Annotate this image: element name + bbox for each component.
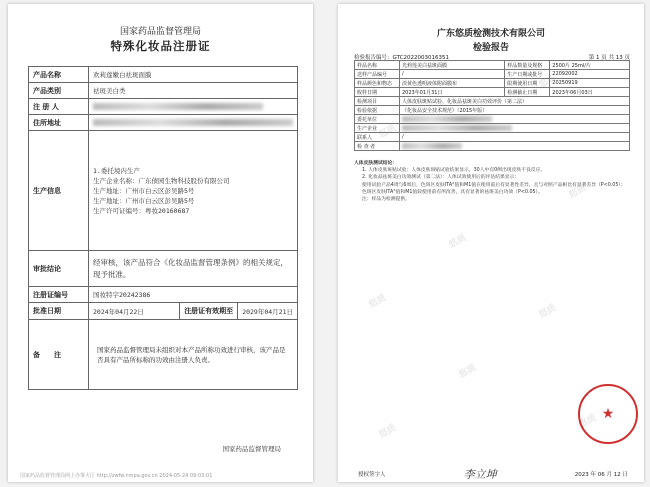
cell: 检测截止日期 (505, 88, 550, 97)
validity-value: 2029年04月21日 (237, 303, 297, 319)
conclusion-item: 2. 化妆品祛斑美白功效测试（第二法）：人体试效使用后的评估结果显示： (362, 175, 520, 181)
report-footer (358, 466, 628, 482)
watermark: 悠质 (537, 73, 559, 91)
cell: 2500片 25ml/片 (550, 61, 630, 70)
certificate-table (28, 66, 298, 390)
conclusion-note: 注：样品为检测提供。 (362, 197, 410, 203)
product-category-value: 祛斑美白类 (89, 83, 298, 99)
approval-date-value: 2024年04月22日 (93, 307, 144, 316)
cell: 联系人 (355, 133, 400, 142)
address-label: 住所地址 (29, 115, 89, 131)
inspection-report (338, 4, 644, 482)
cell: 人体皮肤斑贴试验、化妆品祛斑美白功效评价（第二法） (400, 97, 630, 106)
watermark: 悠质 (367, 293, 389, 311)
cell: 淡黄色透明液体附面膜布 (400, 79, 505, 88)
report-title: 检验报告 (472, 43, 509, 53)
table-row (355, 88, 630, 97)
production-info (89, 131, 298, 251)
approval-date-cell (89, 303, 298, 320)
watermark: 悠质 (537, 303, 559, 321)
product-name-label: 产品名称 (29, 67, 89, 83)
production-label: 生产信息 (29, 131, 89, 251)
product-name-value: 欢莉莲嫩白祛斑面膜 (89, 67, 298, 83)
production-line: 生产企业名称：广东债园生物科技股份有限公司 (93, 176, 230, 185)
watermark: 悠质 (447, 233, 469, 251)
remark-text: 国家药品监督管理局未组织对本产品所称功效进行审核，该产品是否具有产品所标称的功效由注册人负责。 (89, 320, 298, 390)
cell: 22092002 (550, 70, 630, 79)
report-date: 2023 年 06 月 12 日 (574, 472, 628, 478)
report-number-value: GTC2022003016351 (392, 55, 449, 61)
redacted-cell (400, 142, 630, 151)
production-line: 生产地址：广州市白云区彭吴路5号 (93, 196, 195, 205)
signature: 李立坤 (463, 468, 497, 481)
cell: 样品颜色和物态 (355, 79, 400, 88)
approval-label: 审批结论 (29, 251, 89, 287)
table-row (355, 70, 630, 79)
cell: 20250919 (550, 79, 630, 88)
sign-label: 授权签字人 (358, 472, 386, 478)
seal-star-icon: ★ (601, 406, 615, 422)
production-line: 1.委托境内生产 (93, 166, 140, 175)
redacted-cell (400, 124, 630, 133)
cell: 检验依据 (355, 106, 400, 115)
table-row (355, 115, 630, 124)
watermark: 悠质 (567, 183, 589, 201)
footer-bar: 国家药品监督管理局网上办事大厅 http://zwfw.nmpa.gov.cn 2024-05-24 09:03:01 (20, 473, 213, 479)
cell: / (400, 70, 505, 79)
approval-date-label: 批准日期 (29, 303, 89, 320)
cell: 样品名称 (355, 61, 400, 70)
approval-text: 经审核，该产品符合《化妆品监督管理条例》的相关规定，现予批准。 (89, 251, 298, 287)
cell: 样品数量及规格 (505, 61, 550, 70)
cell: 光莉莲美白祛斑面膜 (400, 61, 505, 70)
table-row (355, 61, 630, 70)
cell: 生产企业 (355, 124, 400, 133)
remark-label: 备 注 (29, 320, 89, 390)
cell: 送样产品编号 (355, 70, 400, 79)
table-row (355, 142, 630, 151)
conclusion-item: 1. 人体皮肤斑贴试验：人体皮肤斑贴试验结果显示，30人中有0例出现皮肤不良反应。 (362, 168, 546, 174)
report-table (354, 60, 630, 151)
production-line: 生产许可证编号：粤妆20160687 (93, 206, 190, 215)
page-info: 第 1 页 共 13 页 (588, 55, 630, 61)
table-row (355, 97, 630, 106)
reg-no-value: 国妆特字20242386 (89, 287, 298, 303)
cell: 检 查 者 (355, 142, 400, 151)
cell: 《化妆品安全技术规范》（2015年版） (400, 106, 630, 115)
redacted-cell (400, 115, 630, 124)
report-number-label: 检验报告编号： (354, 55, 393, 61)
certificate-title: 特殊化妆品注册证 (110, 39, 211, 53)
address-value-redacted (89, 115, 298, 131)
production-line: 生产地址：广州市白云区彭吴路5号 (93, 186, 195, 195)
footer-org: 国家药品监督管理局 (222, 445, 281, 453)
validity-label: 注册证有效期至 (179, 303, 237, 319)
cell: 委托单位 (355, 115, 400, 124)
watermark: 悠质 (377, 423, 399, 441)
registration-certificate (8, 4, 313, 482)
cell: / (400, 133, 630, 142)
table-row (355, 124, 630, 133)
product-category-label: 产品类别 (29, 83, 89, 99)
watermark: 悠质 (577, 413, 599, 431)
table-row (355, 79, 630, 88)
cell: 限期使用日期 (505, 79, 550, 88)
cell: 生产日期或批号 (505, 70, 550, 79)
report-company: 广东悠质检测技术有限公司 (436, 29, 545, 39)
cell: 收样日期 (355, 88, 400, 97)
table-row (355, 106, 630, 115)
registrant-label: 注 册 人 (29, 99, 89, 115)
company-seal (578, 384, 638, 444)
report-conclusion (354, 160, 630, 203)
watermark: 悠质 (457, 363, 479, 381)
authority-name: 国家药品监督管理局 (119, 27, 201, 37)
conclusion-title: 人体皮肤测试结论： (354, 161, 398, 166)
reg-no-label: 注册证编号 (29, 287, 89, 303)
cell: 2023年06月03日 (550, 88, 630, 97)
watermark: 悠质 (377, 123, 399, 141)
registrant-value-redacted (89, 99, 298, 115)
cell: 2023年01月31日 (400, 88, 505, 97)
conclusion-item: 使用试验产品4周与6周后，色斑区皮肤ITA°值和M1值在使用前后有显著性差异，且与对照产品相比有显著差异（P<0.05）；色斑区皮肤ITA°值和M1值较使用前有所改善，具有显著的祛斑美白功效（P<0.05）。 (362, 182, 626, 195)
cell: 检测项目 (355, 97, 400, 106)
table-row (355, 133, 630, 142)
